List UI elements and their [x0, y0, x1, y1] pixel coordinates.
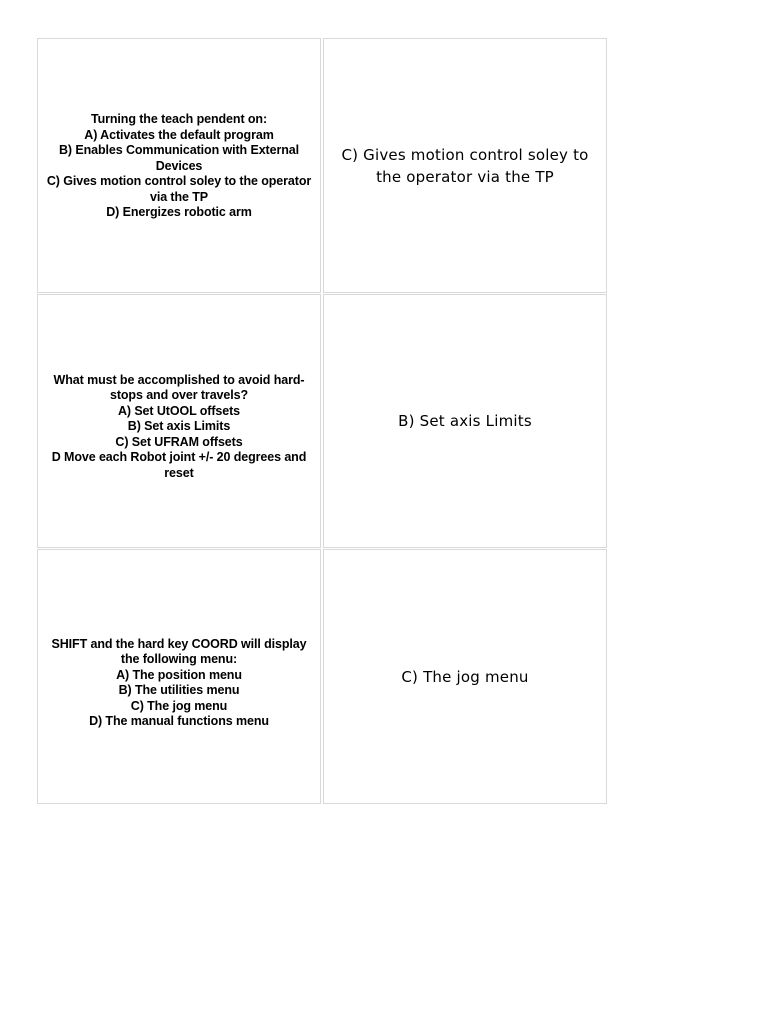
answer-card-1 [323, 38, 607, 293]
question-1-option: B) Enables Communication with External Devices [59, 143, 299, 173]
answer-text-3: C) The jog menu [401, 667, 529, 686]
question-2-line: What must be accomplished to avoid hard-stops and over travels? [53, 372, 305, 403]
question-1-option: D) Energizes robotic arm [106, 205, 252, 220]
question-3-option: B) The utilities menu [118, 683, 240, 697]
question-3-option: D) The manual functions menu [89, 714, 269, 728]
question-2-option: D Move each Robot joint +/- 20 degrees and reset [51, 450, 307, 480]
answer-card-3 [323, 549, 607, 804]
answer-text-1: C) Gives motion control soley to the operator via the TP [341, 145, 589, 186]
question-card-2 [37, 294, 321, 548]
question-2-option: C) Set UFRAM offsets [115, 434, 243, 449]
question-1-option: A) Activates the default program [84, 127, 274, 142]
question-3-line: SHIFT and the hard key COORD will display the following menu: [51, 636, 307, 666]
question-3-option: A) The position menu [116, 667, 242, 682]
question-text-3 [44, 637, 314, 730]
question-text-1 [44, 112, 314, 221]
answer-text-2: B) Set axis Limits [398, 412, 532, 430]
answer-card-2 [323, 294, 607, 548]
question-card-1 [37, 38, 321, 293]
question-1-option: C) Gives motion control soley to the operator via the TP [46, 174, 312, 204]
question-card-3 [37, 549, 321, 804]
question-3-option: C) The jog menu [130, 698, 228, 713]
question-2-option: B) Set axis Limits [127, 419, 231, 434]
question-text-2 [44, 373, 314, 482]
question-2-option: A) Set UtOOL offsets [117, 403, 241, 418]
question-1-line: Turning the teach pendent on: [90, 112, 268, 127]
